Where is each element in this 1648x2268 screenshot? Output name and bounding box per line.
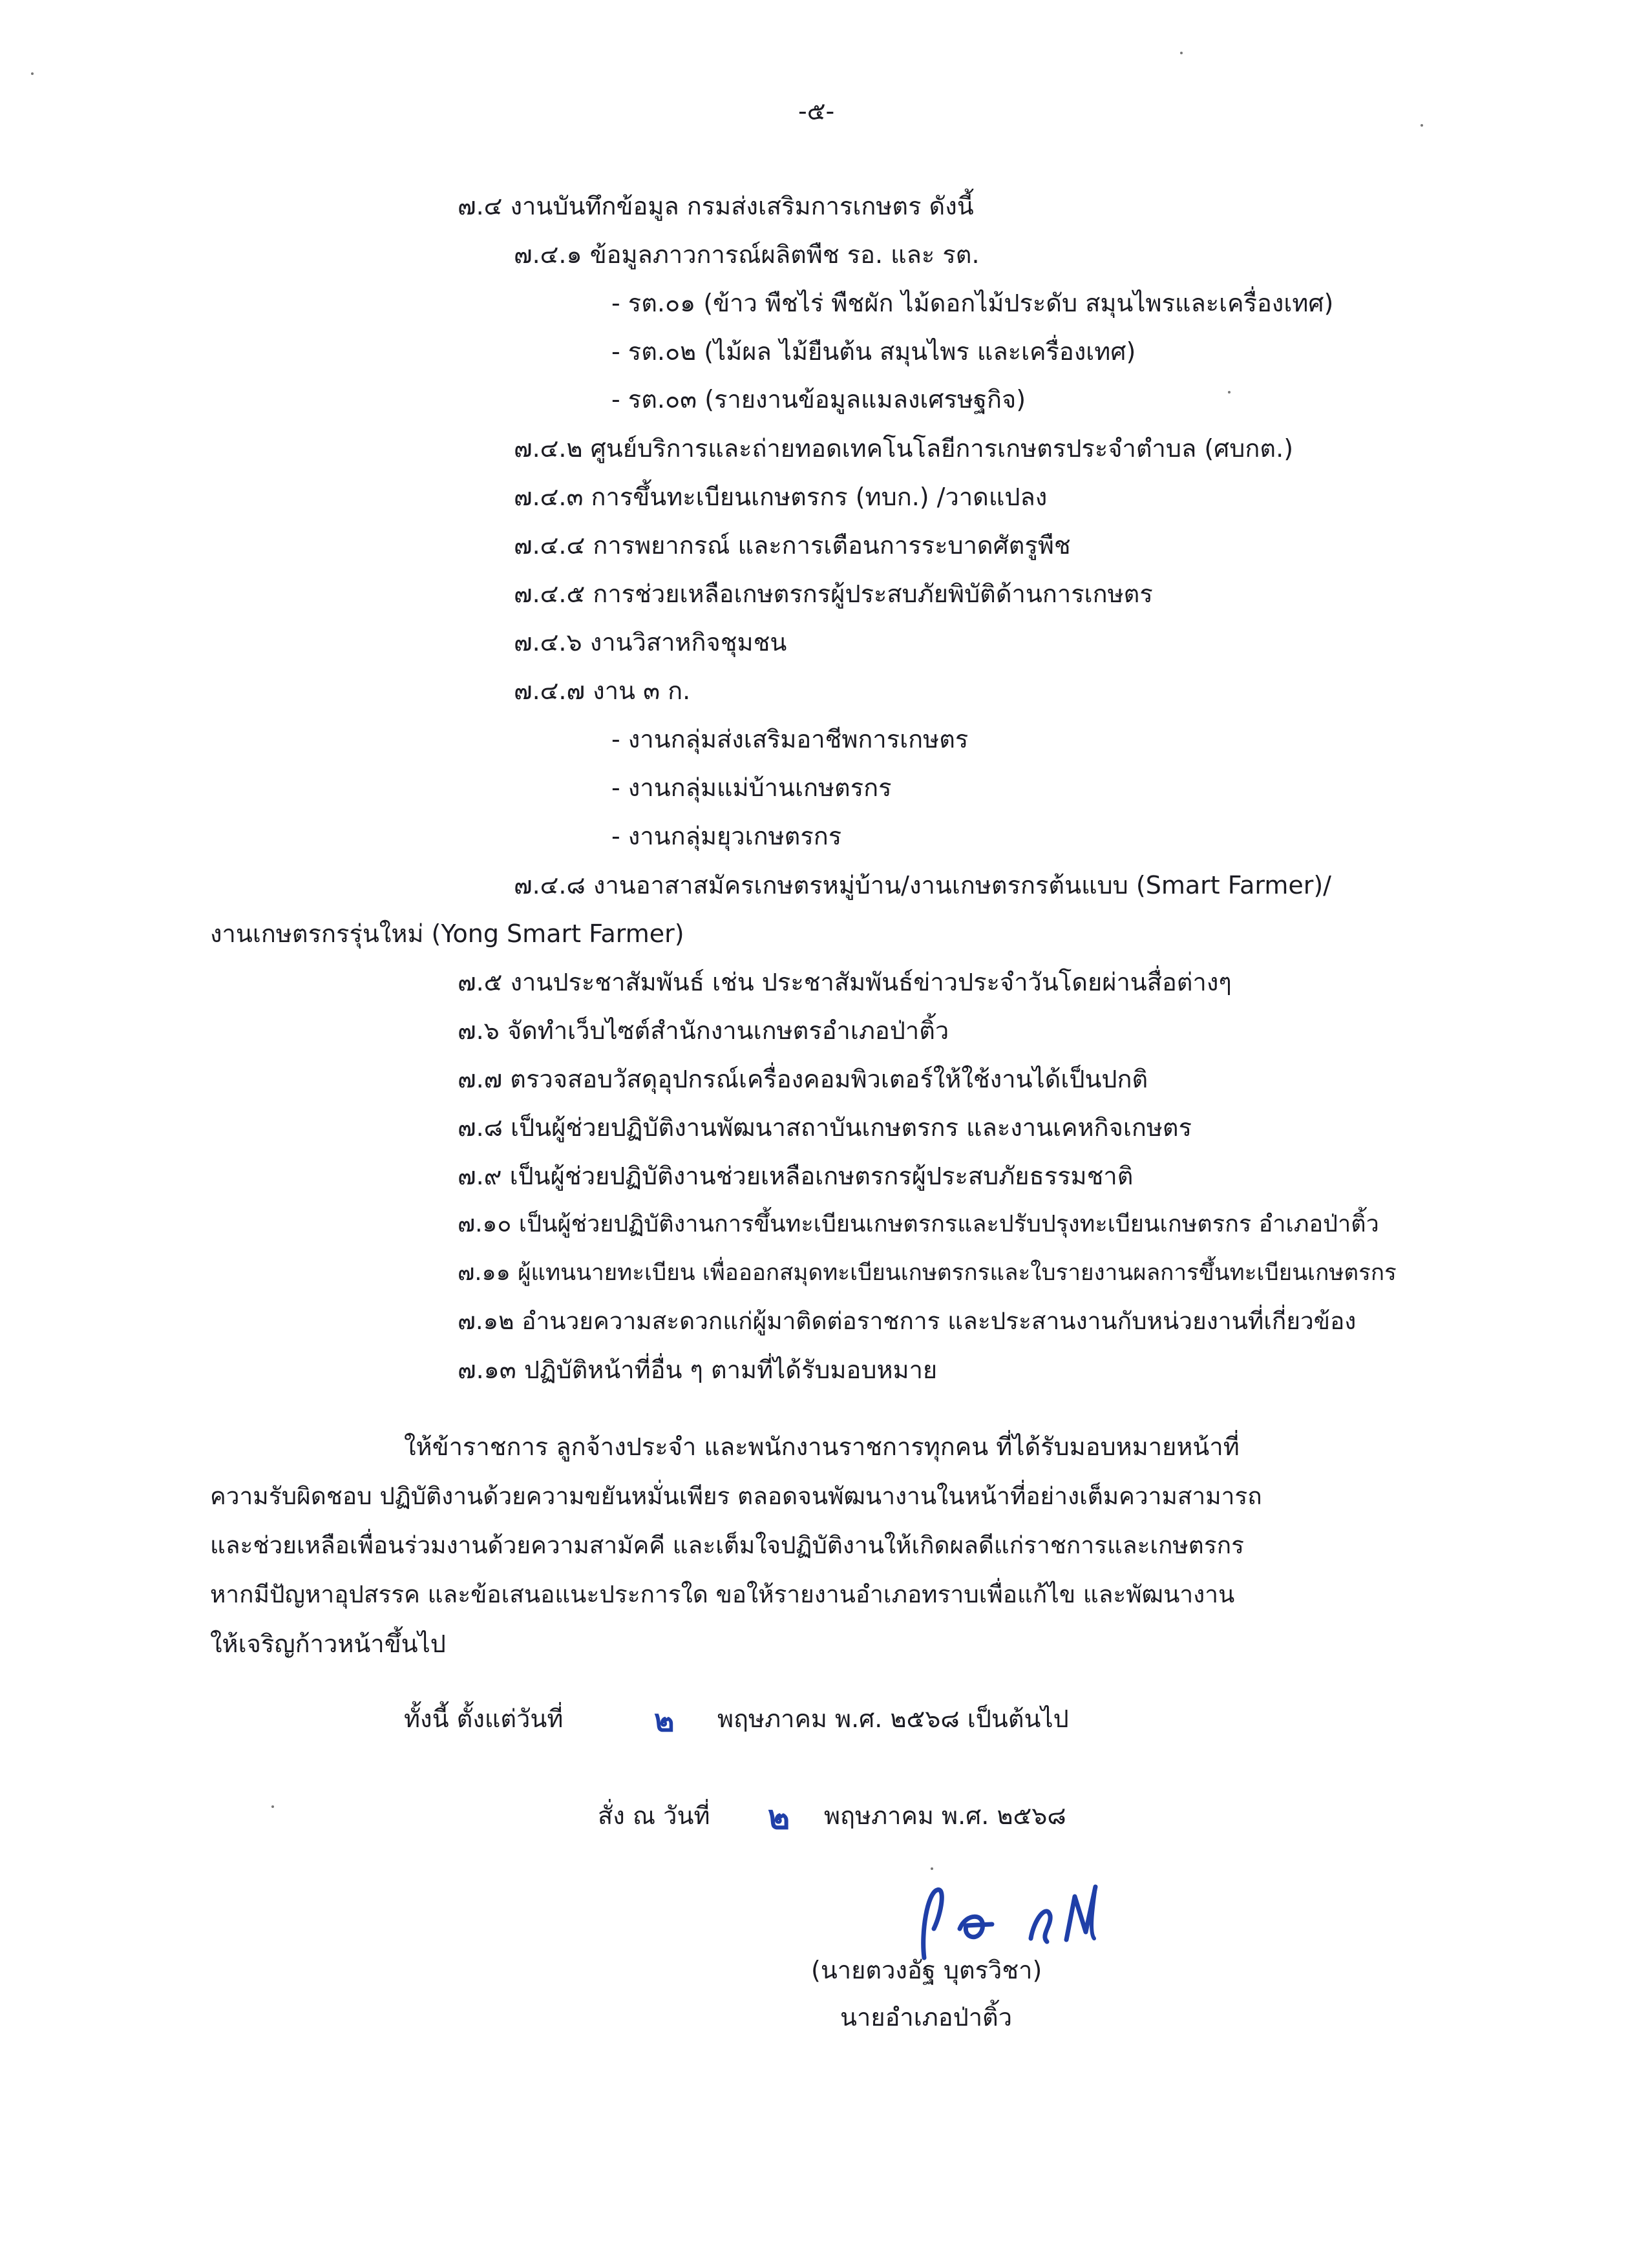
subsection-7-4-8-continued: งานเกษตรกรรุ่นใหม่ (Yong Smart Farmer): [210, 919, 684, 948]
bullet-item: - รต.๐๑ (ข้าว พืชไร่ พืชผัก ไม้ดอกไม้ประดับ สมุนไพรและเครื่องเทศ): [611, 289, 1334, 317]
list-item: ๗.๑๒ อำนวยความสะดวกแก่ผู้มาติดต่อราชการ และประสานงานกับหน่วยงานที่เกี่ยวข้อง: [458, 1307, 1357, 1335]
list-item: ๗.๑๐ เป็นผู้ช่วยปฏิบัติงานการขึ้นทะเบียนเกษตรกรและปรับปรุงทะเบียนเกษตรกร อำเภอป่าติ้ว: [458, 1211, 1379, 1237]
paragraph-line: ความรับผิดชอบ ปฏิบัติงานด้วยความขยันหมั่นเพียร ตลอดจนพัฒนางานในหน้าที่อย่างเต็มความสามารถ: [210, 1482, 1262, 1510]
paragraph-line: หากมีปัญหาอุปสรรค และข้อเสนอแนะประการใด ขอให้รายงานอำเภอทราบเพื่อแก้ไข และพัฒนางาน: [210, 1580, 1235, 1608]
handwritten-day: ๒: [654, 1703, 675, 1739]
signatory-position: นายอำเภอป่าติ้ว: [840, 2003, 1013, 2032]
scan-speck: [31, 72, 34, 75]
bullet-item: - งานกลุ่มแม่บ้านเกษตรกร: [611, 773, 892, 802]
paragraph-line: ให้ข้าราชการ ลูกจ้างประจำ และพนักงานราชการทุกคน ที่ได้รับมอบหมายหน้าที่: [404, 1433, 1240, 1461]
subsection-7-4-6: ๗.๔.๖ งานวิสาหกิจชุมชน: [514, 628, 787, 656]
subsection-7-4-1: ๗.๔.๑ ข้อมูลภาวการณ์ผลิตพืช รอ. และ รต.: [514, 240, 980, 269]
subsection-7-4-7: ๗.๔.๗ งาน ๓ ก.: [514, 677, 691, 705]
subsection-7-4-5: ๗.๔.๕ การช่วยเหลือเกษตรกรผู้ประสบภัยพิบัติด้านการเกษตร: [514, 580, 1153, 608]
list-item: ๗.๑๓ ปฏิบัติหน้าที่อื่น ๆ ตามที่ได้รับมอบหมาย: [458, 1356, 938, 1384]
paragraph-line: ให้เจริญก้าวหน้าขึ้นไป: [210, 1630, 446, 1658]
scan-speck: [1421, 124, 1423, 127]
scan-speck: [1228, 391, 1231, 394]
page-number: -๕-: [798, 97, 835, 125]
scan-speck: [1180, 52, 1183, 54]
list-item: ๗.๙ เป็นผู้ช่วยปฏิบัติงานช่วยเหลือเกษตรกรผู้ประสบภัยธรรมชาติ: [458, 1162, 1134, 1190]
signature-image: [902, 1867, 1121, 1964]
section-heading-7-4: ๗.๔ งานบันทึกข้อมูล กรมส่งเสริมการเกษตร ดังนี้: [458, 192, 974, 220]
scan-speck: [271, 1805, 274, 1808]
bullet-item: - รต.๐๒ (ไม้ผล ไม้ยืนต้น สมุนไพร และเครื่องเทศ): [611, 337, 1136, 366]
list-item: ๗.๑๑ ผู้แทนนายทะเบียน เพื่อออกสมุดทะเบียนเกษตรกรและใบรายงานผลการขึ้นทะเบียนเกษตรกร: [458, 1260, 1397, 1286]
list-item: ๗.๖ จัดทำเว็บไซต์สำนักงานเกษตรอำเภอป่าติ้ว: [458, 1016, 949, 1045]
ordered-date-suffix: พฤษภาคม พ.ศ. ๒๕๖๘: [824, 1801, 1066, 1830]
scan-speck: [931, 1867, 933, 1870]
list-item: ๗.๗ ตรวจสอบวัสดุอุปกรณ์เครื่องคอมพิวเตอร์ให้ใช้งานได้เป็นปกติ: [458, 1065, 1148, 1093]
bullet-item: - งานกลุ่มยุวเกษตรกร: [611, 822, 842, 850]
subsection-7-4-2: ๗.๔.๒ ศูนย์บริการและถ่ายทอดเทคโนโลยีการเกษตรประจำตำบล (ศบกต.): [514, 434, 1294, 463]
effective-date-prefix: ทั้งนี้ ตั้งแต่วันที่: [404, 1705, 564, 1733]
effective-date-suffix: พฤษภาคม พ.ศ. ๒๕๖๘ เป็นต้นไป: [717, 1705, 1069, 1733]
list-item: ๗.๘ เป็นผู้ช่วยปฏิบัติงานพัฒนาสถาบันเกษตรกร และงานเคหกิจเกษตร: [458, 1113, 1192, 1142]
subsection-7-4-3: ๗.๔.๓ การขึ้นทะเบียนเกษตรกร (ทบก.) /วาดแปลง: [514, 483, 1048, 511]
bullet-item: - งานกลุ่มส่งเสริมอาชีพการเกษตร: [611, 725, 969, 753]
subsection-7-4-8: ๗.๔.๘ งานอาสาสมัครเกษตรหมู่บ้าน/งานเกษตรกรต้นแบบ (Smart Farmer)/: [514, 871, 1331, 899]
signatory-name: (นายตวงอัฐ บุตรวิชา): [811, 1956, 1042, 1984]
paragraph-line: และช่วยเหลือเพื่อนร่วมงานด้วยความสามัคคี และเต็มใจปฏิบัติงานให้เกิดผลดีแก่ราชการและเกษตรกร: [210, 1531, 1244, 1559]
subsection-7-4-4: ๗.๔.๔ การพยากรณ์ และการเตือนการระบาดศัตรูพืช: [514, 531, 1071, 560]
list-item: ๗.๕ งานประชาสัมพันธ์ เช่น ประชาสัมพันธ์ข่าวประจำวันโดยผ่านสื่อต่างๆ: [458, 968, 1232, 996]
ordered-date-prefix: สั่ง ณ วันที่: [598, 1801, 710, 1830]
bullet-item: - รต.๐๓ (รายงานข้อมูลแมลงเศรษฐกิจ): [611, 385, 1026, 414]
handwritten-day: ๒: [768, 1798, 790, 1837]
